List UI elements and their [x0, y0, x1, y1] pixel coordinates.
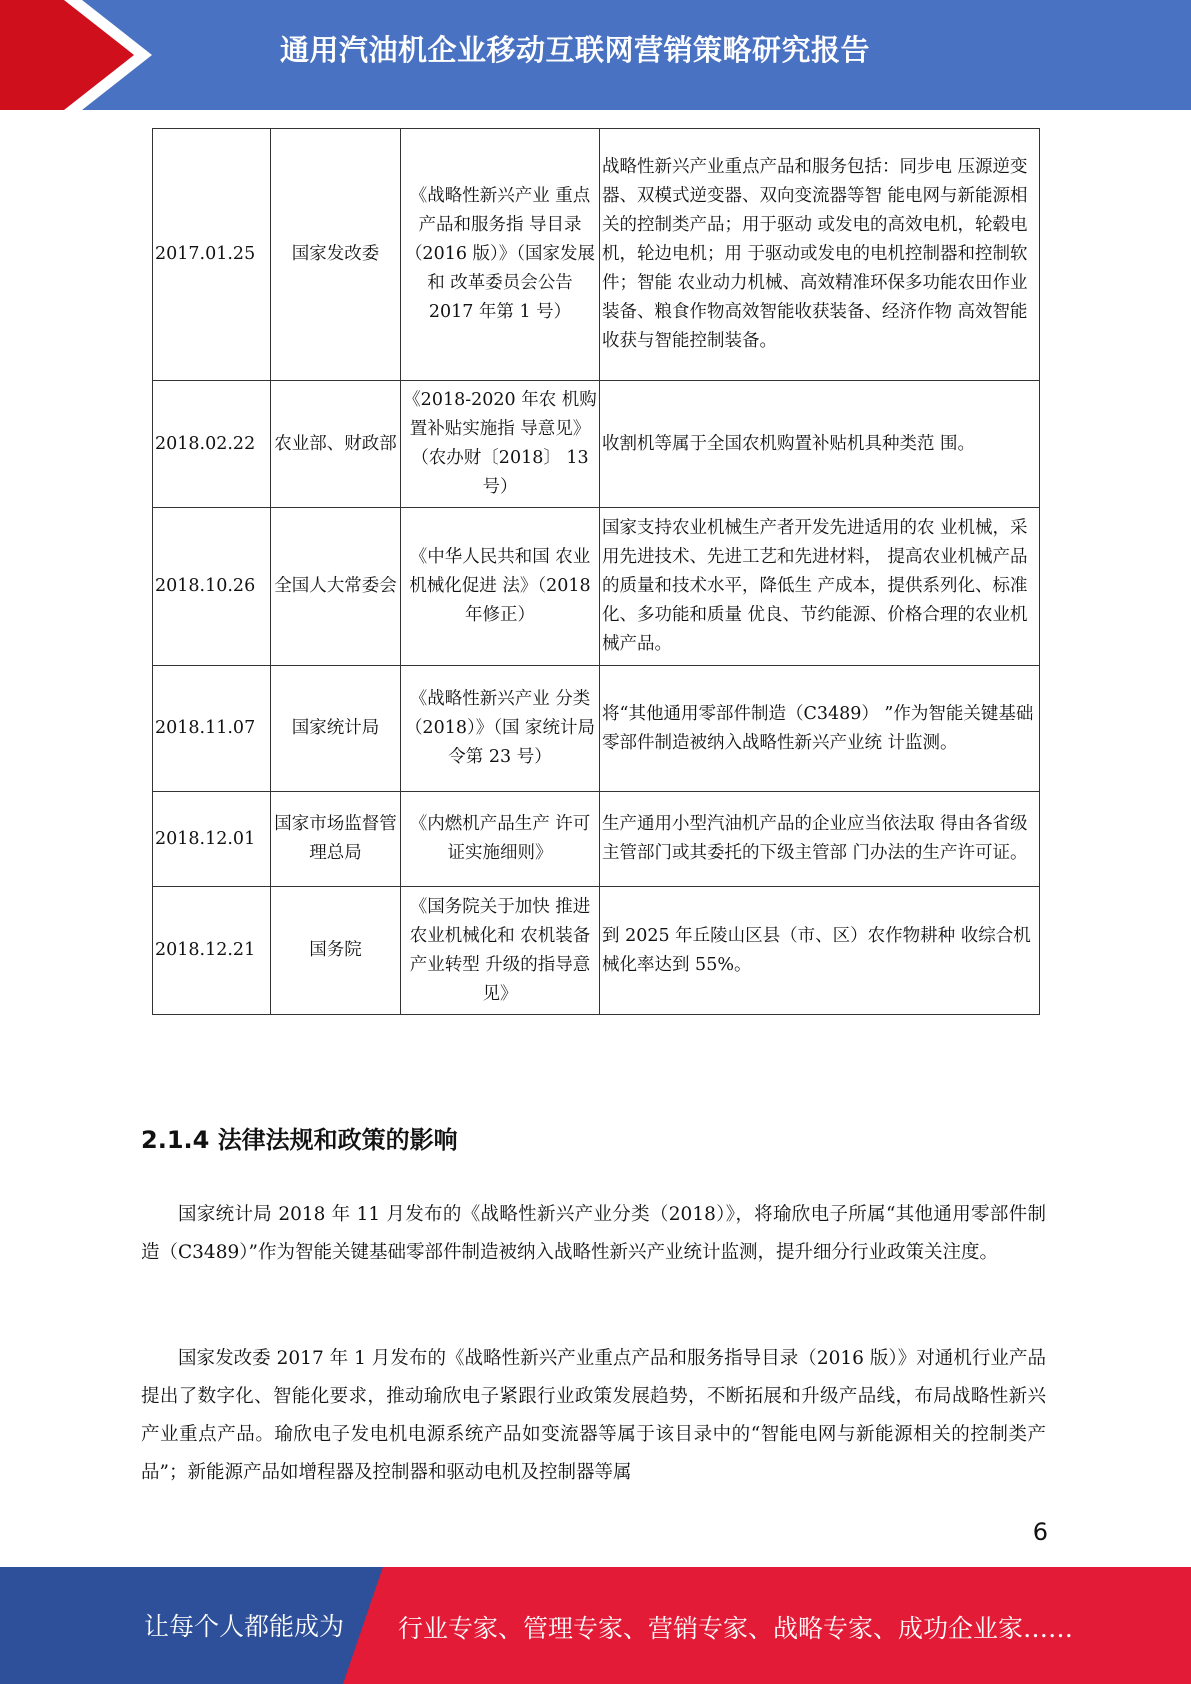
- row-department: 国务院: [271, 887, 401, 1015]
- row-department: 国家统计局: [271, 666, 401, 792]
- row-document: 《中华人民共和国 农业机械化促进 法》（2018 年修正）: [401, 508, 600, 666]
- body-paragraph: 国家统计局 2018 年 11 月发布的《战略性新兴产业分类（2018）》，将瑜欣电子所属“其他通用零部件制造（C3489）”作为智能关键基础零部件制造被纳入战略性新兴产业统计监测，提升细分行业政策关注度。: [141, 1204, 1046, 1263]
- policy-table: [152, 128, 1040, 1015]
- row-content: 国家支持农业机械生产者开发先进适用的农 业机械，采用先进技术、先进工艺和先进材料， 提高农业机械产品的质量和技术水平，降低生 产成本，提供系列化、标准化、多功能和质量 优良、节约能源、价格合理的农业机械产品。: [600, 508, 1040, 666]
- table-row: [153, 508, 1040, 666]
- row-content: 到 2025 年丘陵山区县（市、区）农作物耕种 收综合机械化率达到 55%。: [600, 887, 1040, 1015]
- page-footer: [0, 1567, 1191, 1684]
- row-document: 《2018-2020 年农 机购置补贴实施指 导意见》（农办财〔2018〕 13 号）: [401, 381, 600, 508]
- table-row: [153, 381, 1040, 508]
- body-paragraph: 国家发改委 2017 年 1 月发布的《战略性新兴产业重点产品和服务指导目录（2016 版）》对通机行业产品提出了数字化、智能化要求，推动瑜欣电子紧跟行业政策发展趋势，不断拓展和升级产品线，布局战略性新兴产业重点产品。瑜欣电子发电机电源系统产品如变流器等属于该目录中的“智能电网与新能源相关的控制类产品”；新能源产品如增程器及控制器和驱动电机及控制器等属: [141, 1348, 1046, 1483]
- row-date: 2018.02.22: [153, 381, 271, 508]
- row-document: 《战略性新兴产业 重点产品和服务指 导目录（2016 版）》（国家发展和 改革委员会公告 2017 年第 1 号）: [401, 129, 600, 381]
- row-date: 2018.11.07: [153, 666, 271, 792]
- row-document: 《战略性新兴产业 分类（2018）》（国 家统计局令第 23 号）: [401, 666, 600, 792]
- page-number: 6: [1032, 1518, 1048, 1546]
- section-heading: 2.1.4 法律法规和政策的影响: [141, 1126, 458, 1154]
- row-department: 国家发改委: [271, 129, 401, 381]
- row-date: 2018.10.26: [153, 508, 271, 666]
- row-content: 将“其他通用零部件制造（C3489） ”作为智能关键基础零部件制造被纳入战略性新兴产业统 计监测。: [600, 666, 1040, 792]
- row-date: 2017.01.25: [153, 129, 271, 381]
- row-department: 农业部、财政部: [271, 381, 401, 508]
- document-title: 通用汽油机企业移动互联网营销策略研究报告: [280, 33, 871, 67]
- table-row: [153, 887, 1040, 1015]
- row-document: 《内燃机产品生产 许可证实施细则》: [401, 792, 600, 887]
- row-date: 2018.12.01: [153, 792, 271, 887]
- table-row: [153, 666, 1040, 792]
- row-content: 收割机等属于全国农机购置补贴机具种类范 围。: [600, 381, 1040, 508]
- row-department: 全国人大常委会: [271, 508, 401, 666]
- row-department: 国家市场监督管理总局: [271, 792, 401, 887]
- row-content: 战略性新兴产业重点产品和服务包括：同步电 压源逆变器、双模式逆变器、双向变流器等智 能电网与新能源相关的控制类产品；用于驱动 或发电的高效电机，轮毂电机，轮边电机；用 于驱动或发电的电机控制器和控制软件；智能 农业动力机械、高效精准环保多功能农田作业 装备、粮食作物高效智能收获装备、经济作物 高效智能收获与智能控制装备。: [600, 129, 1040, 381]
- row-date: 2018.12.21: [153, 887, 271, 1015]
- table-row: [153, 792, 1040, 887]
- row-content: 生产通用小型汽油机产品的企业应当依法取 得由各省级主管部门或其委托的下级主管部 门办法的生产许可证。: [600, 792, 1040, 887]
- row-document: 《国务院关于加快 推进农业机械化和 农机装备产业转型 升级的指导意见》: [401, 887, 600, 1015]
- footer-slogan-left: 让每个人都能成为: [144, 1612, 345, 1641]
- table-row: [153, 129, 1040, 381]
- page-header: [0, 0, 1191, 110]
- footer-slogan-right: 行业专家、管理专家、营销专家、战略专家、成功企业家……: [398, 1614, 1074, 1643]
